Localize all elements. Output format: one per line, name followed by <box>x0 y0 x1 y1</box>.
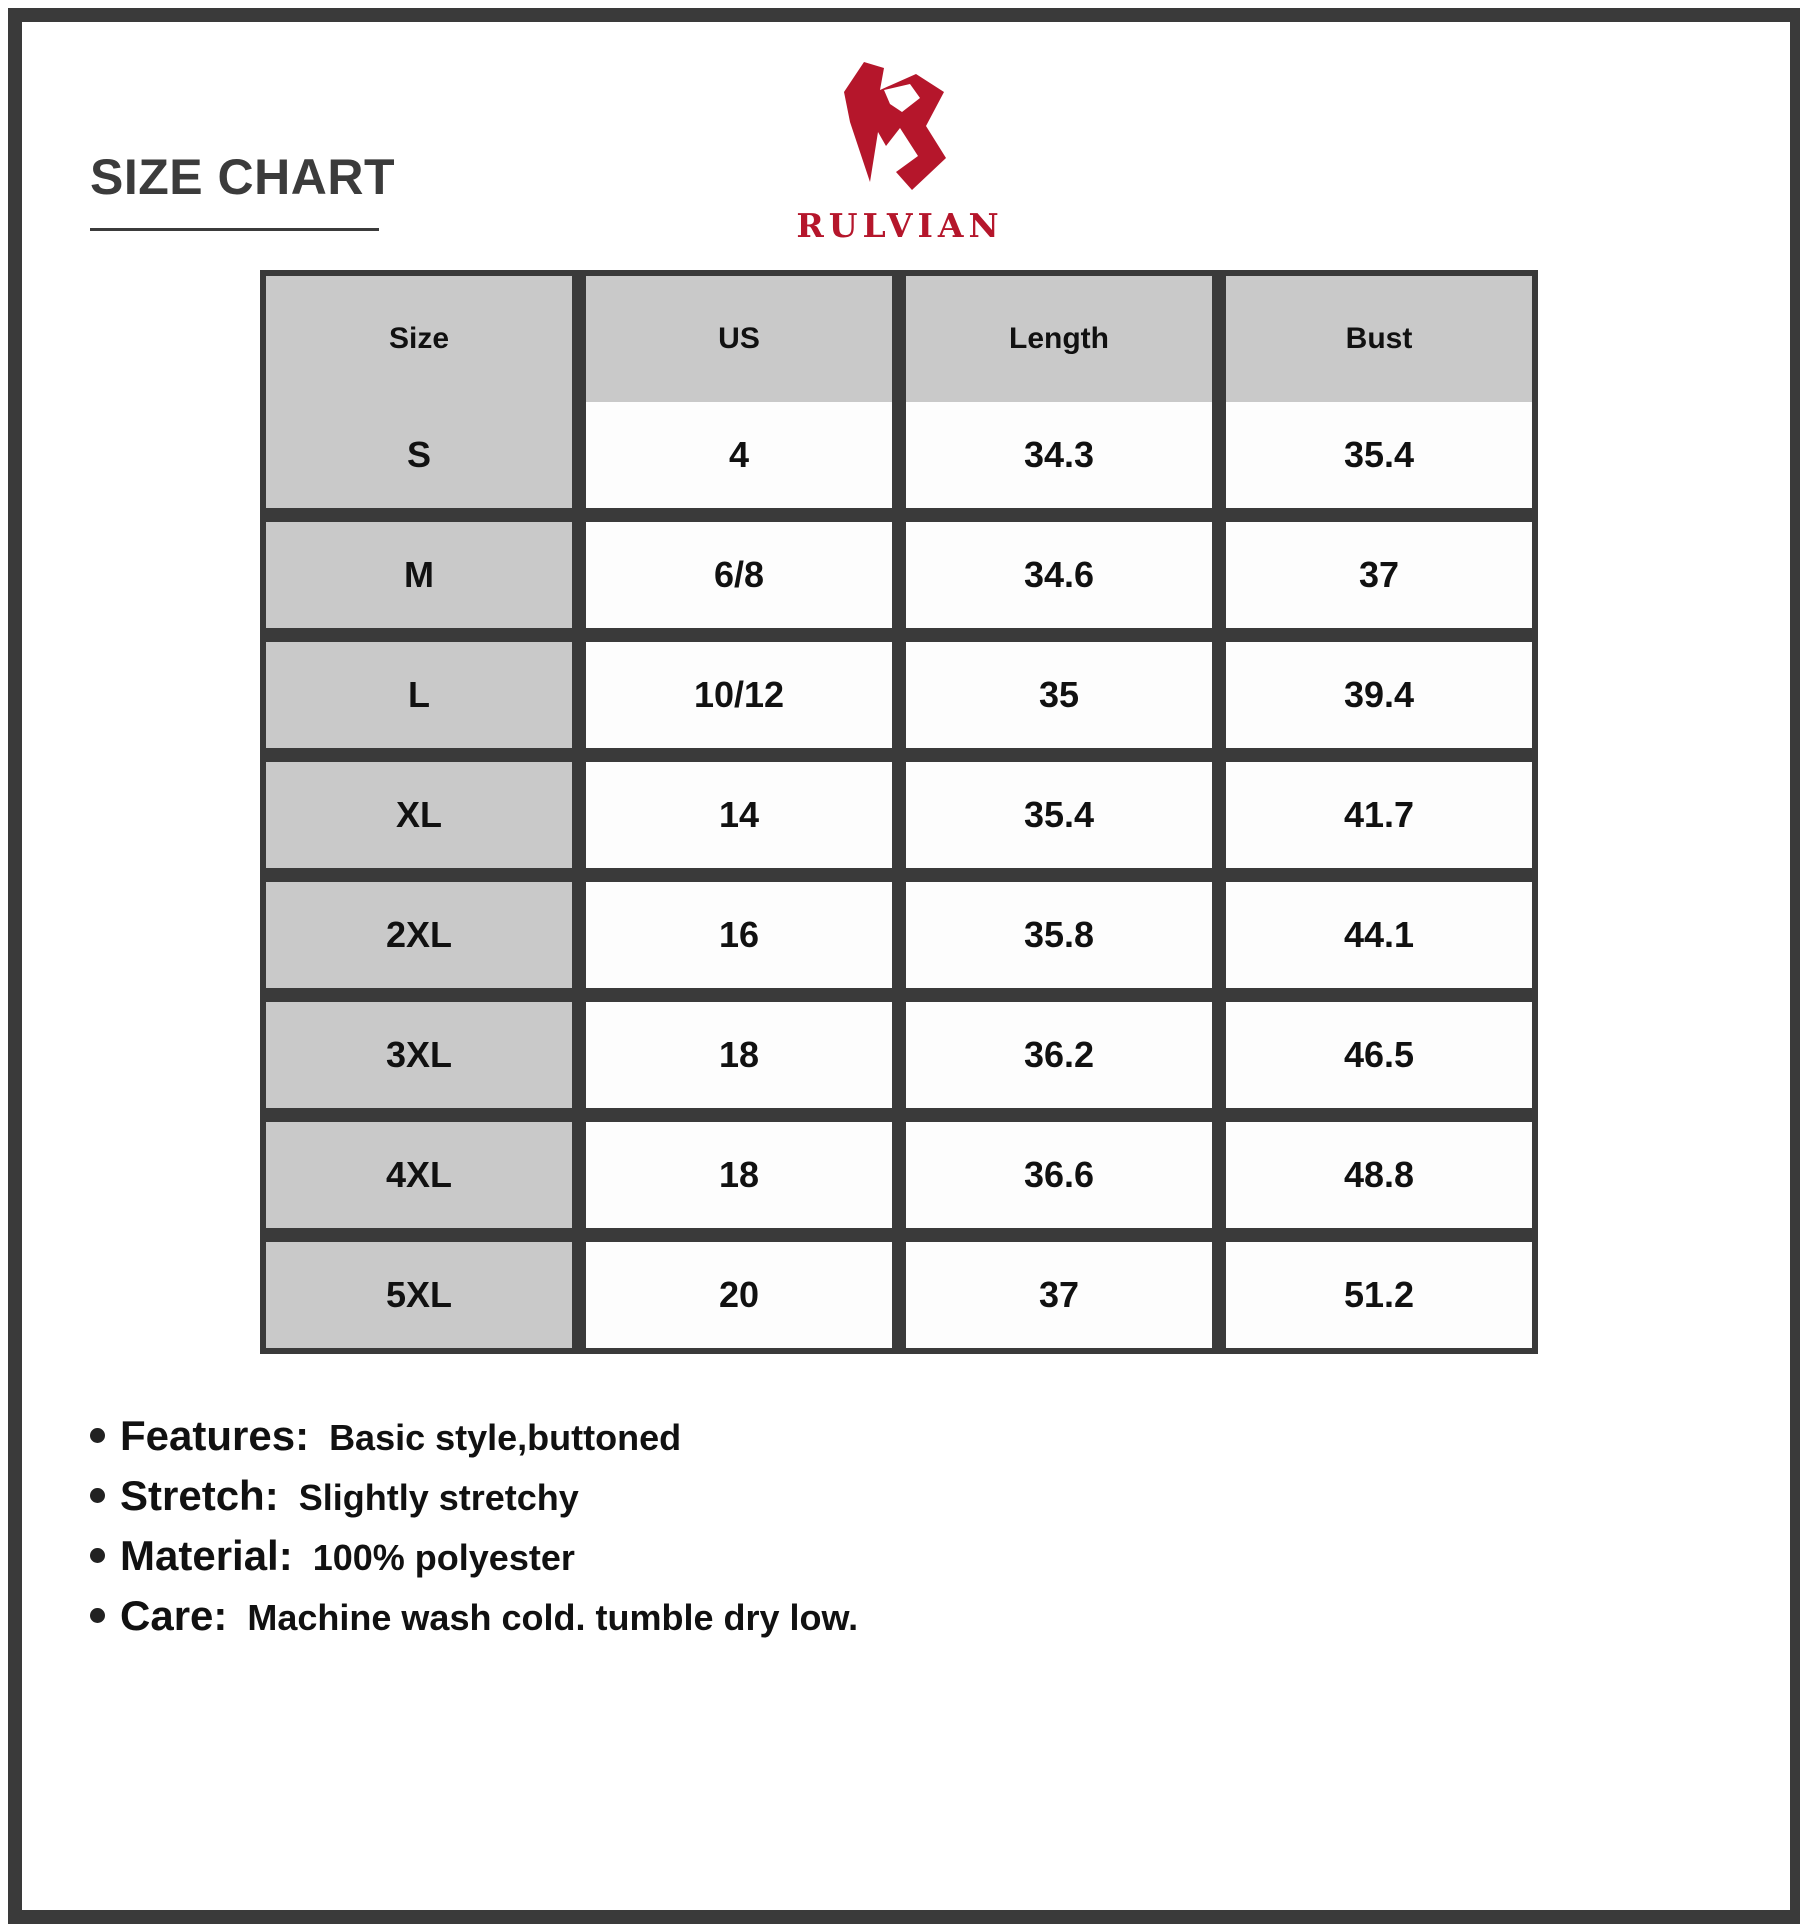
size-cell: XL <box>263 755 579 875</box>
us-cell: 4 <box>579 402 899 515</box>
bust-cell: 37 <box>1219 515 1535 635</box>
length-cell: 36.6 <box>899 1115 1219 1235</box>
table-row <box>263 1235 1535 1351</box>
brand-logo <box>780 62 1020 252</box>
length-cell: 35 <box>899 635 1219 755</box>
feature-item <box>90 1532 858 1592</box>
us-cell: 10/12 <box>579 635 899 755</box>
us-cell: 14 <box>579 755 899 875</box>
feature-label: Material: <box>120 1532 293 1579</box>
header-length: Length <box>899 273 1219 402</box>
feature-value: Slightly stretchy <box>298 1477 579 1518</box>
us-cell: 20 <box>579 1235 899 1351</box>
bust-cell: 41.7 <box>1219 755 1535 875</box>
header-bust: Bust <box>1219 273 1535 402</box>
stylized-r-logo-icon <box>840 62 960 202</box>
table-row <box>263 875 1535 995</box>
table-row <box>263 995 1535 1115</box>
table-row <box>263 402 1535 515</box>
feature-value: Machine wash cold. tumble dry low. <box>247 1597 859 1638</box>
header-us: US <box>579 273 899 402</box>
title-underline <box>90 228 379 231</box>
length-cell: 34.3 <box>899 402 1219 515</box>
bust-cell: 39.4 <box>1219 635 1535 755</box>
header-size: Size <box>263 273 579 402</box>
feature-item <box>90 1412 858 1472</box>
size-cell: 4XL <box>263 1115 579 1235</box>
table-header-row <box>263 273 1535 402</box>
us-cell: 6/8 <box>579 515 899 635</box>
table-row <box>263 755 1535 875</box>
table-row <box>263 1115 1535 1235</box>
us-cell: 16 <box>579 875 899 995</box>
feature-value: 100% polyester <box>312 1537 575 1578</box>
length-cell: 35.4 <box>899 755 1219 875</box>
feature-item <box>90 1472 858 1532</box>
bullet-icon <box>90 1488 105 1503</box>
size-cell: S <box>263 402 579 515</box>
brand-name: RULVIAN <box>796 206 1004 245</box>
size-cell: 3XL <box>263 995 579 1115</box>
feature-label: Features: <box>120 1412 310 1459</box>
us-cell: 18 <box>579 995 899 1115</box>
length-cell: 34.6 <box>899 515 1219 635</box>
bust-cell: 46.5 <box>1219 995 1535 1115</box>
size-cell: 2XL <box>263 875 579 995</box>
feature-label: Stretch: <box>120 1472 279 1519</box>
size-cell: M <box>263 515 579 635</box>
bust-cell: 51.2 <box>1219 1235 1535 1351</box>
length-cell: 35.8 <box>899 875 1219 995</box>
bullet-icon <box>90 1608 105 1623</box>
size-cell: L <box>263 635 579 755</box>
feature-label: Care: <box>120 1592 228 1639</box>
table-row <box>263 515 1535 635</box>
table-row <box>263 635 1535 755</box>
bust-cell: 48.8 <box>1219 1115 1535 1235</box>
feature-list <box>90 1412 858 1652</box>
length-cell: 36.2 <box>899 995 1219 1115</box>
size-table <box>260 270 1538 1354</box>
feature-item <box>90 1592 858 1652</box>
bust-cell: 35.4 <box>1219 402 1535 515</box>
bust-cell: 44.1 <box>1219 875 1535 995</box>
bullet-icon <box>90 1548 105 1563</box>
bullet-icon <box>90 1428 105 1443</box>
feature-value: Basic style,buttoned <box>329 1417 682 1458</box>
size-cell: 5XL <box>263 1235 579 1351</box>
us-cell: 18 <box>579 1115 899 1235</box>
page-title: SIZE CHART <box>90 149 395 205</box>
length-cell: 37 <box>899 1235 1219 1351</box>
